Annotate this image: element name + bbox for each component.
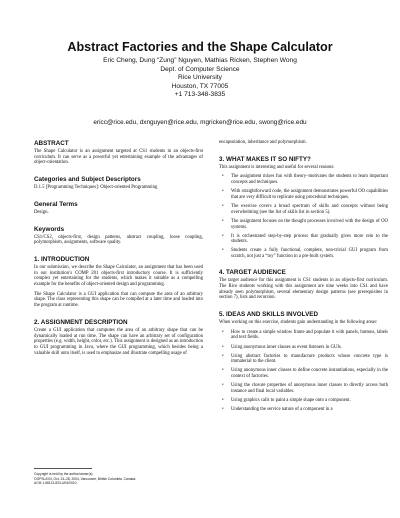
assignment-text: Create a GUI application that computes the area of an arbitrary shape that can be dynamically loaded at run time. The shape can have an arbitrary set of configuration properties (e.g. width, height, color, etc.). This assignment is designed as an introduction to GUI programming in Java, where the GUI programming, which besides being a valuable skill unto itself, is used to emphasize and illustrate compelling usage of bbox=[34, 327, 203, 356]
list-item: • Using graphics calls to paint a simple shape onto a component. bbox=[219, 398, 388, 404]
categories-heading: Categories and Subject Descriptors bbox=[34, 176, 141, 184]
list-item: • Understanding the service nature of a component in a bbox=[219, 407, 388, 413]
categories-text: D.1.5 [Programming Techniques]: Object-oriented Programming bbox=[34, 185, 158, 191]
continued-text: encapsulation, inheritance and polymorphism. bbox=[219, 140, 307, 145]
ideas-heading: 5. IDEAS AND SKILLS INVOLVED bbox=[219, 311, 319, 318]
author-city: Houston, TX 77005 bbox=[171, 82, 229, 90]
list-item: • The assignment focuses on the thought processes involved with the design of OO systems. bbox=[219, 219, 388, 230]
nifty-intro: This assignment is interesting and useful for several reasons: bbox=[219, 164, 335, 170]
copyright-line-3: ACM 1-58113-833-4/04/0010. bbox=[34, 481, 78, 486]
list-item: • Using anonymous inner classes as event listeners in GUIs. bbox=[219, 345, 388, 351]
assignment-heading: 2. ASSIGNMENT DESCRIPTION bbox=[34, 318, 128, 326]
author-emails: ericc@rice.edu, dxnguyen@rice.edu, mgricken@rice.edu, swong@rice.edu bbox=[93, 119, 307, 126]
list-item: • Using the closure properties of anonymous inner classes to directly access both instance and final local variables. bbox=[219, 383, 388, 394]
list-item: • The exercise covers a broad spectrum of skills and concepts without being overwhelming (see the list of skills list in section 5). bbox=[219, 204, 388, 215]
list-item: • Students create a fully functional, complete, non-trivial GUI program from scratch, not just a “toy” function in a pre-built system. bbox=[219, 248, 388, 259]
ideas-list bbox=[219, 330, 388, 413]
author-phone: +1 713-348-3835 bbox=[174, 91, 226, 99]
copyright-line-2: OOPSLA’04, Oct. 24–28, 2004, Vancouver, British Columbia, Canada. bbox=[34, 476, 137, 481]
right-column bbox=[219, 140, 388, 416]
intro-heading: 1. INTRODUCTION bbox=[34, 255, 90, 263]
intro-paragraph-1: In our submission, we describe the Shape Calculator, an assignment that has been used in our institution’s COMP 201 objects-first introductory course. It is sufficiently complex yet entertaining for the students, which makes it suitable as a compelling example for the benefits of object-oriented design and programming. bbox=[34, 264, 203, 288]
author-block bbox=[0, 57, 400, 100]
keywords-text: CS1/CS2, objects-first, design patterns, abstract coupling, loose coupling, polymorphism, assignments, software quality. bbox=[34, 234, 203, 246]
audience-heading: 4. TARGET AUDIENCE bbox=[219, 269, 286, 277]
ideas-intro: When working on this exercise, students gain understanding in the following areas: bbox=[219, 320, 378, 325]
nifty-list bbox=[219, 174, 388, 259]
list-item: • How to create a simple window frame and populate it with panels, buttons, labels and text fields. bbox=[219, 330, 388, 341]
terms-text: Design. bbox=[34, 209, 49, 215]
intro-paragraph-2: The Shape Calculator is a GUI application that can compute the area of an arbitrary shape. The class representing this shape can be compiled at a later time and loaded into the program at runtime. bbox=[34, 291, 203, 309]
list-item: • With straightforward code, the assignment demonstrates powerful OO capabilities that are very difficult to replicate using procedural techniques. bbox=[219, 189, 388, 200]
list-item: • The assignment mixes fun with theory–motivates the students to learn important concepts and techniques. bbox=[219, 174, 388, 185]
list-item: • It is orchestrated step-by-step process that gradually gives more rein to the students. bbox=[219, 234, 388, 245]
list-item: • Using abstract factories to manufacture products whose concrete type is immaterial to the client. bbox=[219, 354, 388, 365]
left-column bbox=[34, 140, 203, 360]
nifty-heading: 3. WHAT MAKES IT SO NIFTY? bbox=[219, 155, 311, 163]
abstract-text: The Shape Calculator is an assignment targeted at CS1 students in an objects-first curriculum. It can serve as a powerful yet entertaining example of the advantages of object-orientation. bbox=[34, 149, 203, 166]
copyright-line-1: Copyright is held by the author/owner(s). bbox=[34, 472, 94, 476]
author-university: Rice University bbox=[178, 74, 222, 82]
author-dept: Dept. of Computer Science bbox=[160, 65, 240, 73]
copyright-block bbox=[34, 468, 144, 486]
audience-text: The target audience for this assignment is CS1 students in an objects-first curriculum. The Rice students working with this assignment are nine weeks into CS1 and have already seen polymorphism, several elementary design patterns (see prerequisites in section 7), lists and recursion. bbox=[219, 278, 388, 301]
paper-title: Abstract Factories and the Shape Calculator bbox=[67, 40, 333, 54]
author-names: Eric Cheng, Dung “Zung” Nguyen, Mathias Ricken, Stephen Wong bbox=[103, 57, 297, 64]
keywords-heading: Keywords bbox=[34, 225, 65, 233]
terms-heading: General Terms bbox=[34, 200, 78, 208]
abstract-heading: ABSTRACT bbox=[34, 140, 69, 147]
copyright-rule bbox=[34, 468, 92, 469]
list-item: • Using anonymous inner classes to define concrete instantiations, especially in the context of factories. bbox=[219, 368, 388, 379]
